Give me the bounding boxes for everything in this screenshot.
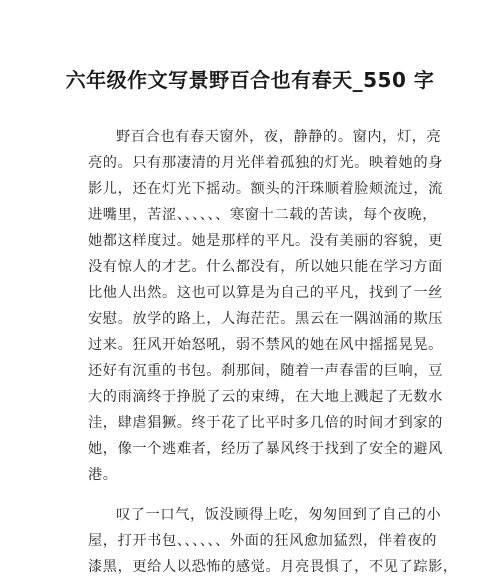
- text-line: 亮的。只有那凄清的月光伴着孤独的灯光。映着她的身: [88, 155, 443, 171]
- text-line: 进嘴里，苦涩、、、、、、寒窗十二载的苦读，每个夜晚，: [88, 207, 437, 223]
- text-line: 洼，肆虐猖獗。终于花了比平时多几倍的时间才到家的: [88, 415, 443, 431]
- paragraph-2: [88, 502, 458, 580]
- text-line: 没有惊人的才艺。什么都没有，所以她只能在学习方面: [88, 259, 443, 275]
- text-line: 还好有沉重的书包。刹那间，随着一声春雷的巨响，豆: [88, 363, 443, 379]
- text-line: 比他人出然。这也可以算是为自己的平凡，找到了一丝: [88, 285, 443, 301]
- text-line: 过来。狂风开始怒吼，弱不禁风的她在风中摇摇晃晃。: [88, 337, 443, 353]
- text-line: 影儿，还在灯光下摇动。额头的汗珠顺着脸颊流过，流: [88, 181, 443, 197]
- document-body: [88, 124, 458, 580]
- text-line: 野百合也有春天窗外，夜，静静的。窗内，灯，亮: [116, 129, 442, 145]
- text-line: 安慰。放学的路上，人海茫茫。黑云在一隅汹涌的欺压: [88, 311, 443, 327]
- text-line: 大的雨滴终于挣脱了云的束缚，在大地上溅起了无数水: [88, 389, 443, 405]
- document-title: 六年级作文写景野百合也有春天_550 字: [65, 68, 435, 92]
- paragraph-gap: [88, 488, 414, 502]
- text-line: 屋，打开书包、、、、、、外面的狂风愈加猛烈，伴着夜的: [88, 533, 437, 549]
- text-line: 港。: [88, 467, 118, 483]
- text-line: 她都这样度过。她是那样的平凡。没有美丽的容貌，更: [88, 233, 443, 249]
- text-line: 漆黑，更给人以恐怖的感觉。月亮畏惧了，不见了踪影，: [88, 559, 458, 575]
- text-line: 叹了一口气，饭没顾得上吃，匆匆回到了自己的小: [116, 507, 442, 523]
- paragraph-1: [88, 124, 443, 488]
- text-line: 她，像一个逃难者，经历了暴风终于找到了安全的避风: [88, 441, 443, 457]
